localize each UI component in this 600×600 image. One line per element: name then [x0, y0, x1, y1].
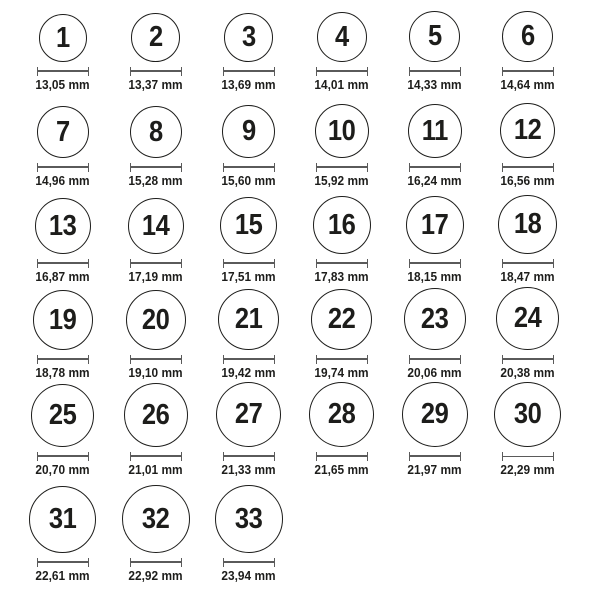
diameter-label: 16,56 mm	[500, 173, 555, 188]
ring-circle	[216, 382, 281, 447]
ring-size-number: 23	[420, 302, 449, 335]
diameter-label: 19,42 mm	[221, 365, 276, 380]
ring-size-item	[481, 382, 574, 479]
ring-circle	[35, 198, 91, 254]
ring-size-number: 29	[420, 398, 449, 431]
diameter-label: 13,05 mm	[35, 77, 90, 92]
diameter-label: 23,94 mm	[221, 568, 276, 583]
diameter-measure-line	[130, 355, 182, 364]
ring-size-number: 12	[513, 114, 542, 147]
ring-size-number: 33	[234, 502, 263, 535]
ring-size-item	[295, 382, 388, 479]
diameter-label: 13,69 mm	[221, 77, 276, 92]
ring-size-number: 9	[241, 115, 256, 148]
ring-size-number: 4	[334, 20, 349, 53]
diameter-measure-line	[409, 259, 461, 268]
ring-size-item	[109, 2, 202, 94]
diameter-measure-line	[316, 67, 368, 76]
ring-size-number: 27	[234, 398, 263, 431]
ring-circle	[224, 13, 273, 62]
diameter-label: 21,33 mm	[221, 462, 276, 477]
ring-circle	[315, 104, 369, 158]
ring-circle	[502, 11, 553, 62]
ring-size-item	[16, 286, 109, 382]
ring-circle	[409, 11, 460, 62]
ring-size-item	[388, 382, 481, 479]
ring-circle	[218, 289, 279, 350]
ring-circle	[406, 196, 464, 254]
diameter-label: 22,92 mm	[128, 568, 183, 583]
diameter-measure-line	[37, 558, 89, 567]
ring-size-item	[388, 2, 481, 94]
ring-size-item	[295, 94, 388, 190]
ring-size-number: 6	[520, 20, 535, 53]
ring-circle	[220, 197, 277, 254]
diameter-label: 21,97 mm	[407, 462, 462, 477]
ring-circle	[408, 104, 462, 158]
ring-size-item	[16, 2, 109, 94]
ring-size-number: 16	[327, 208, 356, 241]
diameter-label: 14,64 mm	[500, 77, 555, 92]
ring-size-item	[16, 382, 109, 479]
diameter-measure-line	[409, 355, 461, 364]
diameter-measure-line	[502, 355, 554, 364]
diameter-label: 17,51 mm	[221, 269, 276, 284]
diameter-measure-line	[223, 67, 275, 76]
ring-size-item	[481, 2, 574, 94]
ring-circle	[33, 290, 93, 350]
diameter-measure-line	[130, 163, 182, 172]
ring-circle	[404, 288, 466, 350]
diameter-measure-line	[223, 163, 275, 172]
ring-size-item	[109, 94, 202, 190]
diameter-measure-line	[37, 67, 89, 76]
ring-circle	[128, 198, 184, 254]
ring-circle	[124, 383, 188, 447]
diameter-measure-line	[316, 163, 368, 172]
diameter-label: 22,61 mm	[35, 568, 90, 583]
ring-size-item	[202, 94, 295, 190]
ring-size-number: 22	[327, 303, 356, 336]
diameter-measure-line	[316, 355, 368, 364]
ring-size-number: 3	[241, 21, 256, 54]
diameter-label: 13,37 mm	[128, 77, 183, 92]
ring-size-number: 2	[148, 21, 163, 54]
diameter-measure-line	[130, 67, 182, 76]
diameter-measure-line	[409, 452, 461, 461]
ring-size-number: 31	[48, 503, 77, 536]
diameter-label: 16,24 mm	[407, 173, 462, 188]
diameter-label: 21,65 mm	[314, 462, 369, 477]
ring-size-number: 1	[55, 21, 70, 54]
ring-size-number: 7	[55, 115, 70, 148]
diameter-label: 14,33 mm	[407, 77, 462, 92]
ring-size-item	[202, 286, 295, 382]
diameter-measure-line	[223, 558, 275, 567]
diameter-label: 14,96 mm	[35, 173, 90, 188]
ring-size-item	[388, 286, 481, 382]
ring-circle	[131, 13, 180, 62]
diameter-measure-line	[502, 452, 554, 461]
diameter-label: 20,38 mm	[500, 365, 555, 380]
diameter-label: 15,92 mm	[314, 173, 369, 188]
diameter-label: 19,10 mm	[128, 365, 183, 380]
diameter-measure-line	[223, 259, 275, 268]
ring-circle	[402, 382, 468, 447]
diameter-label: 18,47 mm	[500, 269, 555, 284]
ring-size-number: 11	[421, 114, 448, 147]
diameter-measure-line	[223, 355, 275, 364]
ring-size-chart	[16, 0, 574, 585]
diameter-measure-line	[409, 67, 461, 76]
diameter-label: 15,28 mm	[128, 173, 183, 188]
ring-circle	[130, 106, 182, 158]
ring-size-item	[109, 286, 202, 382]
ring-size-number: 15	[234, 209, 263, 242]
ring-size-number: 32	[141, 502, 170, 535]
ring-size-item	[388, 190, 481, 286]
diameter-label: 20,70 mm	[35, 462, 90, 477]
ring-circle	[494, 382, 561, 447]
ring-size-item	[109, 190, 202, 286]
ring-size-number: 5	[427, 20, 442, 53]
ring-size-number: 20	[141, 303, 170, 336]
ring-circle	[313, 196, 371, 254]
ring-circle	[126, 290, 186, 350]
ring-size-item	[202, 190, 295, 286]
ring-size-item	[202, 2, 295, 94]
ring-size-number: 25	[48, 399, 77, 432]
ring-size-number: 28	[327, 398, 356, 431]
ring-size-item	[202, 382, 295, 479]
diameter-measure-line	[130, 452, 182, 461]
diameter-label: 15,60 mm	[221, 173, 276, 188]
ring-circle	[215, 485, 283, 553]
ring-size-item	[481, 94, 574, 190]
ring-size-item	[295, 190, 388, 286]
ring-circle	[37, 106, 89, 158]
ring-circle	[29, 486, 96, 553]
diameter-label: 18,78 mm	[35, 365, 90, 380]
ring-size-number: 10	[327, 114, 356, 147]
ring-size-item	[109, 479, 202, 585]
ring-circle	[222, 105, 275, 158]
ring-size-number: 21	[234, 303, 263, 336]
diameter-label: 16,87 mm	[35, 269, 90, 284]
ring-circle	[31, 384, 94, 447]
ring-circle	[39, 14, 87, 62]
diameter-measure-line	[316, 259, 368, 268]
diameter-measure-line	[37, 163, 89, 172]
ring-size-number: 18	[513, 208, 542, 241]
ring-size-item	[109, 382, 202, 479]
diameter-measure-line	[502, 67, 554, 76]
diameter-measure-line	[316, 452, 368, 461]
diameter-label: 22,29 mm	[500, 462, 555, 477]
diameter-measure-line	[502, 163, 554, 172]
ring-size-number: 19	[48, 303, 77, 336]
diameter-label: 21,01 mm	[128, 462, 183, 477]
ring-size-number: 14	[141, 209, 170, 242]
ring-size-number: 17	[420, 208, 449, 241]
ring-size-number: 30	[513, 398, 542, 431]
ring-size-item	[202, 479, 295, 585]
ring-circle	[317, 12, 367, 62]
diameter-measure-line	[37, 259, 89, 268]
ring-size-number: 13	[48, 209, 77, 242]
diameter-measure-line	[130, 558, 182, 567]
ring-size-item	[16, 94, 109, 190]
diameter-label: 17,19 mm	[128, 269, 183, 284]
ring-size-item	[295, 2, 388, 94]
ring-size-number: 8	[148, 115, 163, 148]
diameter-measure-line	[223, 452, 275, 461]
diameter-measure-line	[130, 259, 182, 268]
diameter-label: 14,01 mm	[314, 77, 369, 92]
ring-circle	[122, 485, 190, 553]
diameter-label: 17,83 mm	[314, 269, 369, 284]
diameter-measure-line	[37, 355, 89, 364]
diameter-measure-line	[37, 452, 89, 461]
ring-size-item	[295, 286, 388, 382]
ring-size-number: 26	[141, 398, 170, 431]
ring-size-item	[16, 479, 109, 585]
ring-circle	[309, 382, 374, 447]
ring-circle	[496, 287, 559, 350]
ring-size-item	[481, 286, 574, 382]
ring-size-item	[388, 94, 481, 190]
ring-size-item	[481, 190, 574, 286]
ring-size-number: 24	[513, 302, 542, 335]
diameter-label: 19,74 mm	[314, 365, 369, 380]
diameter-measure-line	[502, 259, 554, 268]
diameter-label: 18,15 mm	[407, 269, 462, 284]
diameter-measure-line	[409, 163, 461, 172]
ring-circle	[500, 103, 555, 158]
diameter-label: 20,06 mm	[407, 365, 462, 380]
ring-size-item	[16, 190, 109, 286]
ring-circle	[311, 289, 372, 350]
ring-circle	[498, 195, 557, 254]
